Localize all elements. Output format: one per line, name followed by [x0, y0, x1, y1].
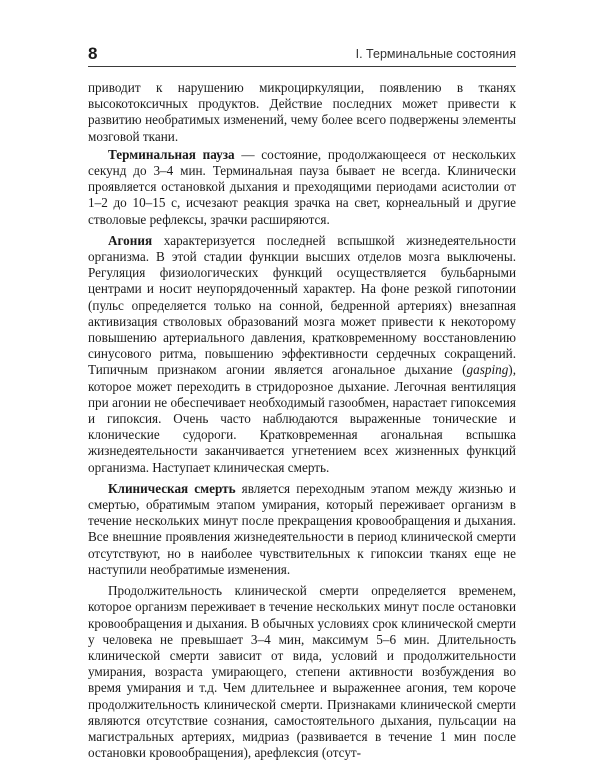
page-header [88, 44, 516, 67]
paragraph-agony [88, 233, 516, 476]
paragraph-text: Продолжительность клинической смерти определяется временем, которое организм переживает в течение нескольких минут после остановки кровообращения и дыхания. В обычных условиях срок клинической смерти у человека не превышает 3–4 мин, максимум 5–6 мин. Длительность клинической смерти зависит от вида, условий и продолжительности умирания, возраста умирающего, степени активности возбуждения во время умирания и т.д. Чем длительнее и выраженнее агония, тем короче продолжительность клинической смерти. Признаками клинической смерти являются отсутствие сознания, самостоятельного дыхания, пульсации на магистральных артериях, мидриаз (развивается в течение 1 мин после остановки кровообращения), арефлексия (отсут- [88, 583, 516, 761]
term-clinical-death: Клиническая смерть [108, 480, 236, 496]
paragraph-continuation [88, 80, 516, 145]
page-body [88, 80, 516, 766]
page-number: 8 [88, 44, 98, 63]
term-agony: Агония [108, 232, 153, 248]
paragraph-clinical-death [88, 481, 516, 578]
paragraph-text: ), которое может переходить в стридорозное дыхание. Легочная вентиляция при агонии не обеспечивает необходимый газообмен, нарастает гипоксемия и гипоксия. Очень часто наблюдаются выраженные тонические и клонические судороги. Кратковременная агональная вспышка жизнедеятельности заканчивается угнетением всех жизненных функций организма. Наступает клиническая смерть. [88, 362, 516, 475]
paragraph-text: приводит к нарушению микроциркуляции, появлению в тканях высокотоксичных продуктов. Действие последних может привести к развитию необратимых изменений, чему более всего подвержены элементы мозговой ткани. [88, 80, 516, 144]
paragraph-duration [88, 583, 516, 761]
paragraph-text: является переходным этапом между жизнью и смертью, обратимым этапом умирания, который переживает организм в течение нескольких минут после прекращения кровообращения и дыхания. Все внешние проявления жизнедеятельности в период клинической смерти отсутствуют, но в наиболее чувствительных к гипоксии тканях еще не наступили необратимые изменения. [88, 480, 516, 577]
term-gasping: gasping [466, 362, 509, 378]
paragraph-text: характеризуется последней вспышкой жизнедеятельности организма. В этой стадии функции высших отделов мозга выключены. Регуляция физиологических функций осуществляется бульбарными центрами и носит неупорядоченный характер. На фоне резкой гипотонии (пульс определяется только на сонной, бедренной артериях) внезапная активизация стволовых образований мозга может привести к некоторому повышению артериального давления, кратковременному восстановлению синусового ритма, повышению эффективности сердечных сокращений. Типичным признаком агонии является агональное дыхание ( [88, 232, 516, 378]
paragraph-terminal-pause [88, 147, 516, 228]
running-head: I. Терминальные состояния [355, 47, 516, 61]
term-terminal-pause: Терминальная пауза [108, 146, 235, 162]
paragraph-text: — состояние, продолжающееся от нескольких секунд до 3–4 мин. Терминальная пауза бывает не всегда. Клинически проявляется остановкой дыхания и преходящими периодами асистолии от 1–2 до 10–15 с, исчезают реакция зрачка на свет, корнеальный и другие стволовые рефлексы, зрачки расширяются. [88, 146, 516, 227]
